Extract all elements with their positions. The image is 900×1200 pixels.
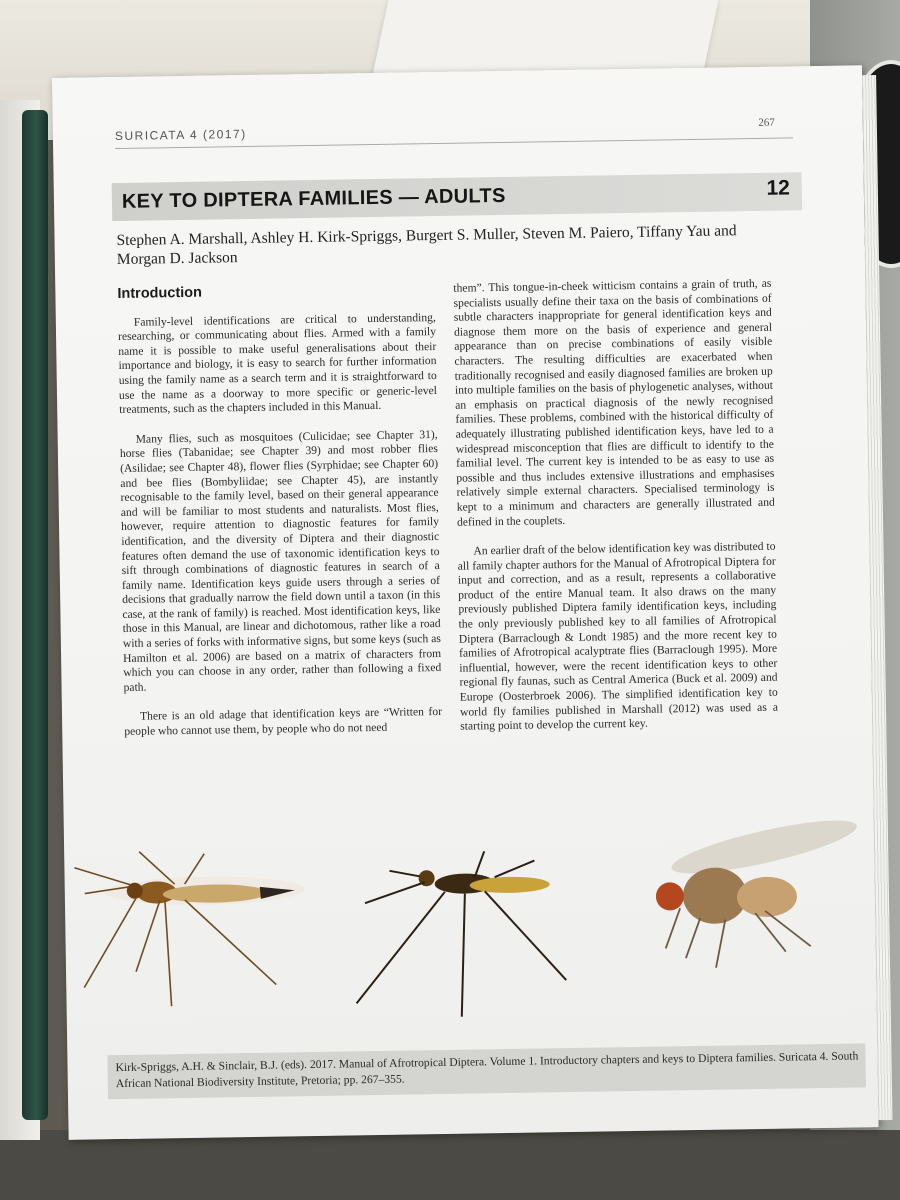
- page-number: 267: [758, 116, 775, 129]
- paragraph: Family-level identifications are critical to understanding, researching, or communicating about flies. Armed with a family name it is possible to make useful generalisations about their importance and biology, it is easy to search for further information using the family name as a search term and it is straightforward to use the name as a doorway to more specific or generic-level treatments, such as the chapters included in this Manual.: [117, 310, 438, 417]
- chapter-number: 12: [766, 176, 790, 200]
- fly-photo-2: [354, 850, 567, 1018]
- section-heading: Introduction: [117, 284, 203, 302]
- paragraph: them”. This tongue-in-cheek witticism contains a grain of truth, as specialists usually define their taxa on the basis of combinations of subtle characters inappropriate for general identification keys and diagnose them more on the basis of experience and general appearance than on precise combinations of easily visible characters. The resulting difficulties are exacerbated when traditionally recognised and easily diagnosed families are broken up into multiple families on the basis of phylogenetic analyses, without an emphasis on practical diagnosis of the newly recognised families. These problems, combined with the historical difficulty of adequately illustrating published identification keys, have led to a widespread misconception that flies are difficult to identify to the familial level. The current key is intended to be as easy to use as possible and thus includes extensive illustrations and emphasises relatively simple external characters. Specialised terminology is kept to a minimum and characters are generally illustrated and defined in the couplets.: [453, 276, 775, 529]
- chapter-title: KEY TO DIPTERA FAMILIES — ADULTS: [121, 184, 506, 213]
- paragraph: There is an old adage that identification keys are “Written for people who cannot use them, by people who do not need: [124, 705, 443, 738]
- desk-bottom-surface: [0, 1130, 900, 1200]
- text-column-left: [117, 272, 442, 755]
- text-column-right: [453, 277, 778, 750]
- fly-photo-3: [655, 810, 863, 969]
- citation-band: [107, 1043, 866, 1099]
- paragraph: An earlier draft of the below identification key was distributed to all family chapter authors for the Manual of Afrotropical Diptera for input and correction, and as a result, represents a collaborative product of the entire Manual team. It also draws on the many previously published Diptera family identification keys, including the only previously published key to all families of Afrotropical Diptera (Barraclough & Londt 1985) and the more recent key to families of Afrotropical acalyptrate flies (Barraclough 1995). More influential, however, were the recent identification keys to other regional fly faunas, such as Central America (Buck et al. 2009) and Europe (Oosterbroek 2006). The simplified identification key to world fly families published in Marshall (2012) was used as a starting point to develop the current key.: [457, 539, 779, 733]
- fly-photo-1: [74, 849, 306, 1008]
- paragraph: Many flies, such as mosquitoes (Culicidae; see Chapter 31), horse flies (Tabanidae; see Chapter 39) and most robber flies (Asilidae; see Chapter 48), flower flies (Syrphidae; see Chapter 60) and bee flies (Bombyliidae; see Chapter 45), are instantly recognisable to the family level, based on their general appearance and will be familiar to most students and naturalists. Most flies, however, require attention to diagnostic features for family identification, and the diversity of Diptera and their diagnostic features often demand the use of taxonomic identification keys to sift through combinations of diagnostic features in search of a family name. Identification keys guide users through a series of decisions that gradually narrow the field down until a taxon (in this case, at the rank of family) is reached. Most identification keys, like those in this Manual, are linear and dichotomous, rather like a road with a series of forks with informative signs, but some keys (such as Hamilton et al. 2006) are based on a matrix of characters from which you can choose in any order, rather than following a fixed path.: [119, 427, 442, 694]
- chapter-title-band: [112, 172, 803, 221]
- citation-text: Kirk-Spriggs, A.H. & Sinclair, B.J. (eds). 2017. Manual of Afrotropical Diptera. Volume 1. Introductory chapters and keys to Diptera families. Suricata 4. South African National Biodiversity Institute, Pretoria; pp. 267–355.: [115, 1049, 859, 1091]
- fly-photographs: [63, 785, 877, 1038]
- book-spine: [22, 110, 48, 1120]
- author-list: Stephen A. Marshall, Ashley H. Kirk-Spriggs, Burgert S. Muller, Steven M. Paiero, Tiffany Yau and Morgan D. Jackson: [116, 222, 737, 269]
- running-head: SURICATA 4 (2017): [114, 126, 247, 144]
- book-page: [52, 65, 879, 1140]
